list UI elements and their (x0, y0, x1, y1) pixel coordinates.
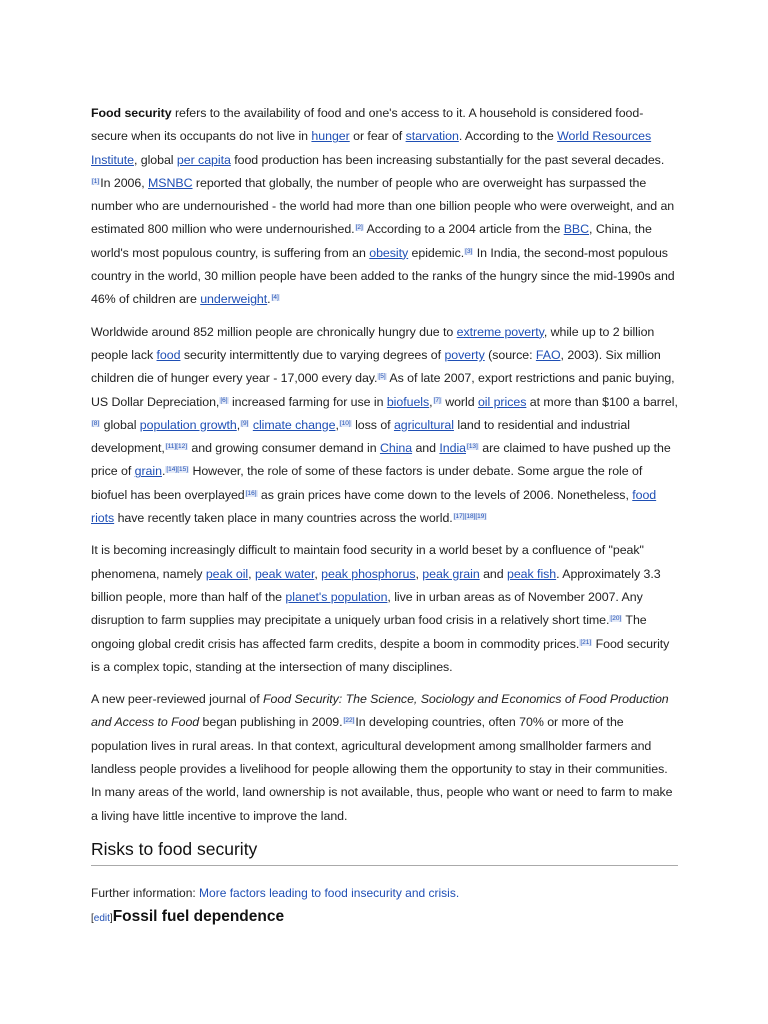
link-peak-water[interactable]: peak water (254, 566, 315, 581)
text: According to a 2004 article from the (363, 222, 564, 237)
text: at more than $100 a barrel, (526, 394, 678, 409)
text: , (429, 394, 433, 409)
text: epidemic. (408, 245, 465, 260)
link-peak-grain[interactable]: peak grain (422, 566, 480, 581)
text: refers to the availability of food and one's access to it. A household is considered food-secure when its occupants do not live in (91, 106, 644, 144)
text: , while up to 2 billion people lack (91, 324, 655, 362)
paragraph-intro (91, 102, 678, 312)
citation-2[interactable]: [2] (355, 224, 363, 232)
citation-16[interactable]: [16] (245, 489, 257, 497)
link-biofuels[interactable]: biofuels (386, 394, 430, 409)
link-msnbc[interactable]: MSNBC (148, 175, 193, 190)
text: . (267, 292, 271, 307)
text: as grain prices have come down to the levels of 2006. Nonetheless, (257, 487, 633, 502)
paragraph-journal (91, 688, 678, 828)
text: , global (133, 152, 177, 167)
link-planets-population[interactable]: planet's population (285, 589, 388, 604)
text: As of late 2007, export restrictions and panic buying, US Dollar Depreciation, (91, 371, 675, 409)
link-grain[interactable]: grain (134, 464, 162, 479)
link-china[interactable]: China (379, 441, 413, 456)
text: , (248, 566, 255, 581)
link-fao[interactable]: FAO (535, 347, 561, 362)
citation-11-12[interactable]: [11][12] (165, 443, 187, 451)
text: increased farming for use in (228, 394, 387, 409)
further-label: Further information: (91, 885, 200, 900)
subheading-fossil-fuel: Fossil fuel dependence (112, 907, 285, 925)
bracket: [ (91, 912, 94, 924)
link-underweight[interactable]: underweight (200, 292, 268, 307)
article-body (91, 102, 678, 926)
edit-section (91, 913, 113, 924)
text: food production has been increasing substantially for the past several decades. (230, 152, 665, 167)
text: , (335, 417, 339, 432)
text: are claimed to have pushed up the price of (91, 441, 671, 479)
text: began publishing in 2009. (199, 715, 343, 730)
citation-13[interactable]: [13] (467, 443, 478, 451)
text: , China, the world's most populous country, is suffering from an (91, 222, 652, 260)
link-population-growth[interactable]: population growth (139, 417, 237, 432)
section-heading-risks: Risks to food security (91, 837, 678, 866)
text: (source: (484, 347, 536, 362)
citation-21[interactable]: [21] (580, 638, 592, 646)
link-food[interactable]: food (156, 347, 181, 362)
citation-3[interactable]: [3] (465, 247, 473, 255)
text: , (314, 566, 322, 581)
link-extreme-poverty[interactable]: extreme poverty (456, 324, 544, 339)
link-obesity[interactable]: obesity (369, 245, 409, 260)
text: reported that globally, the number of people who are overweight has surpassed the number who are undernourished - the world had more than one billion people who were overweight, and an estimated 800 million who were undernourished. (91, 175, 675, 237)
text: In 2006, (100, 175, 149, 190)
citation-22[interactable]: [22] (343, 717, 355, 725)
text: world (441, 394, 478, 409)
further-information (91, 883, 678, 903)
citation-10[interactable]: [10] (339, 419, 351, 427)
citation-7[interactable]: [7] (433, 396, 441, 404)
citation-8[interactable]: [8] (92, 419, 100, 427)
citation-6[interactable]: [6] (220, 396, 228, 404)
text: , (236, 417, 241, 432)
text: . Approximately 3.3 billion people, more than half of the (91, 566, 661, 604)
journal-title: Food Security: The Science, Sociology and Economics of Food Production and Access to Food (91, 692, 669, 730)
link-peak-phosphorus[interactable]: peak phosphorus (321, 566, 416, 581)
citation-4[interactable]: [4] (271, 294, 279, 302)
text: In developing countries, often 70% or more of the population lives in rural areas. In that context, agricultural development among smallholder farmers and landless people provides a livelihood for people allowing them the opportunity to stay in their communities. In many areas of the world, land ownership is not available, thus, people who want or need to farm to make a living have little incentive to improve the land. (91, 715, 673, 823)
citation-17-18-19[interactable]: [17][18][19] (453, 513, 487, 521)
citation-5[interactable]: [5] (378, 373, 386, 381)
text: In India, the second-most populous country in the world, 30 million people have been added to the ranks of the hungry since the mid-1990s and 46% of children are (91, 245, 675, 307)
text: loss of (351, 417, 394, 432)
text: The ongoing global credit crisis has affected farm credits, despite a boom in commodity prices. (91, 613, 647, 651)
text: , (415, 566, 423, 581)
term-food-security: Food security (91, 106, 172, 120)
link-starvation[interactable]: starvation (405, 129, 459, 144)
link-agricultural[interactable]: agricultural (393, 417, 454, 432)
link-world-resources-institute[interactable]: World Resources Institute (91, 129, 652, 167)
text: security intermittently due to varying degrees of (180, 347, 445, 362)
link-bbc[interactable]: BBC (563, 222, 590, 237)
citation-1[interactable]: [1] (92, 177, 100, 185)
text: and (479, 566, 507, 581)
subsection-header (91, 908, 678, 926)
paragraph-peak-phenomena (91, 539, 678, 679)
link-oil-prices[interactable]: oil prices (477, 394, 527, 409)
text: It is becoming increasingly difficult to maintain food security in a world beset by a confluence of "peak" phenomena, namely (91, 543, 644, 581)
edit-link[interactable]: edit (93, 912, 110, 924)
link-per-capita[interactable]: per capita (176, 152, 231, 167)
text: and growing consumer demand in (188, 441, 380, 456)
link-food-riots[interactable]: food riots (91, 487, 657, 526)
paragraph-worldwide (91, 321, 678, 531)
text: . (161, 464, 166, 479)
citation-20[interactable]: [20] (610, 615, 622, 623)
text: Food security is a complex topic, standing at the intersection of many disciplines. (91, 636, 670, 674)
text: or fear of (349, 129, 406, 144)
text: , 2003). Six million children die of hunger every year - 17,000 every day. (91, 347, 661, 386)
link-peak-oil[interactable]: peak oil (205, 566, 249, 581)
text: land to residential and industrial development, (91, 417, 630, 456)
text: global (100, 417, 140, 432)
link-poverty[interactable]: poverty (444, 347, 485, 362)
link-india[interactable]: India (439, 441, 467, 456)
link-more-factors[interactable]: More factors leading to food insecurity and crisis. (199, 885, 460, 900)
citation-9[interactable]: [9] (241, 419, 249, 427)
text: , live in urban areas as of November 2007. Any disruption to farm supplies may precipitate a uniquely urban food crisis in a relatively short time. (91, 589, 643, 628)
text: However, the role of some of these factors is under debate. Some argue the role of biofuel has been overplayed (91, 464, 643, 502)
link-climate-change[interactable]: climate change (252, 417, 336, 432)
citation-14-15[interactable]: [14][15] (166, 466, 189, 474)
text: Worldwide around 852 million people are chronically hungry due to (91, 324, 457, 339)
link-hunger[interactable]: hunger (311, 129, 350, 144)
text: A new peer-reviewed journal of (91, 692, 264, 707)
text: . According to the (458, 129, 558, 144)
link-peak-fish[interactable]: peak fish (506, 566, 557, 581)
text: and (412, 441, 440, 456)
text: have recently taken place in many countries across the world. (114, 511, 453, 526)
bracket: ] (109, 912, 113, 924)
